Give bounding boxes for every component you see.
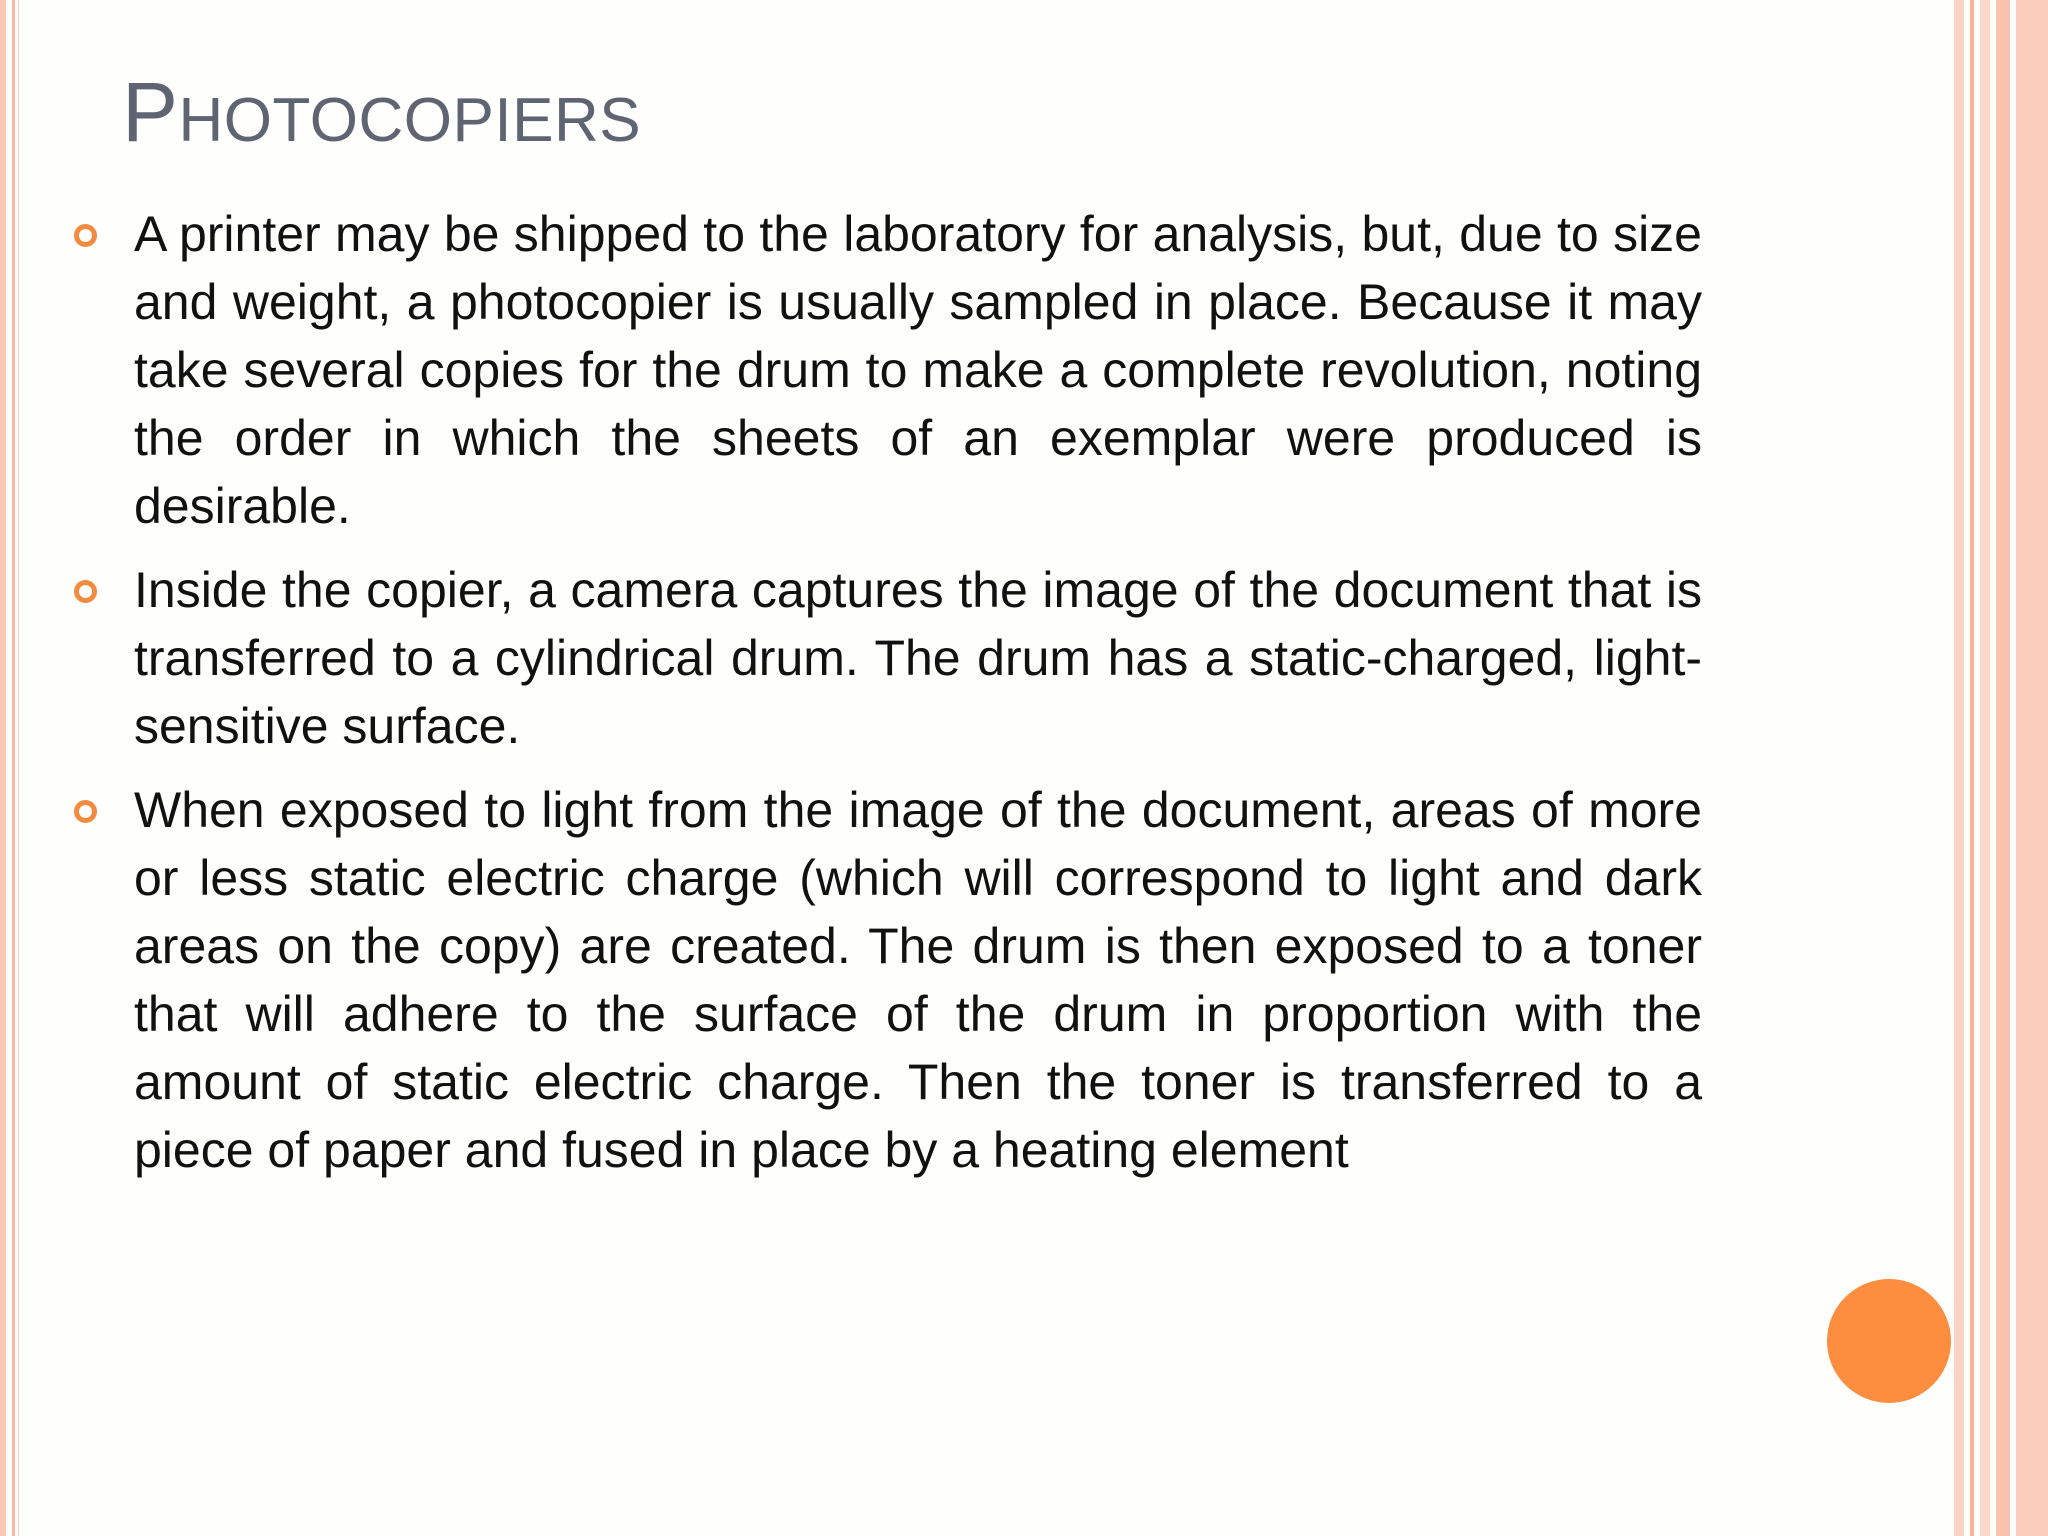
decorative-orange-circle (1827, 1279, 1951, 1403)
right-border-stripe (1996, 0, 2010, 1536)
right-border-stripe (1970, 0, 1974, 1536)
ring-bullet-icon (74, 800, 97, 823)
bullet-list (70, 200, 1702, 1200)
right-border-stripe (1954, 0, 1964, 1536)
slide-title-initial: P (122, 65, 179, 159)
bullet-text: Inside the copier, a camera captures the image of the document that is transferred to a cylindrical drum. The drum has a static-charged, light-sensitive surface. (134, 562, 1702, 754)
slide-title (122, 62, 641, 163)
right-border-stripe (2016, 0, 2048, 1536)
bullet-item (70, 200, 1702, 540)
bullet-text: When exposed to light from the image of the document, areas of more or less static electric charge (which will correspond to light and dark areas on the copy) are created. The drum is then exposed to a toner that will adhere to the surface of the drum in proportion with the amount of static electric charge. Then the toner is transferred to a piece of paper and fused in place by a heating element (134, 782, 1702, 1178)
left-border-stripe (12, 0, 15, 1536)
slide-title-rest: HOTOCOPIERS (178, 86, 642, 155)
bullet-item (70, 556, 1702, 760)
right-border-stripe (1980, 0, 1990, 1536)
left-border-stripe (18, 0, 19, 1536)
ring-bullet-icon (74, 224, 97, 247)
bullet-text: A printer may be shipped to the laboratory for analysis, but, due to size and weight, a photocopier is usually sampled in place. Because it may take several copies for the drum to make a complete revolution, noting the order in which the sheets of an exemplar were produced is desirable. (134, 206, 1702, 534)
ring-bullet-icon (74, 580, 97, 603)
left-border-stripe (0, 0, 6, 1536)
bullet-item (70, 776, 1702, 1184)
